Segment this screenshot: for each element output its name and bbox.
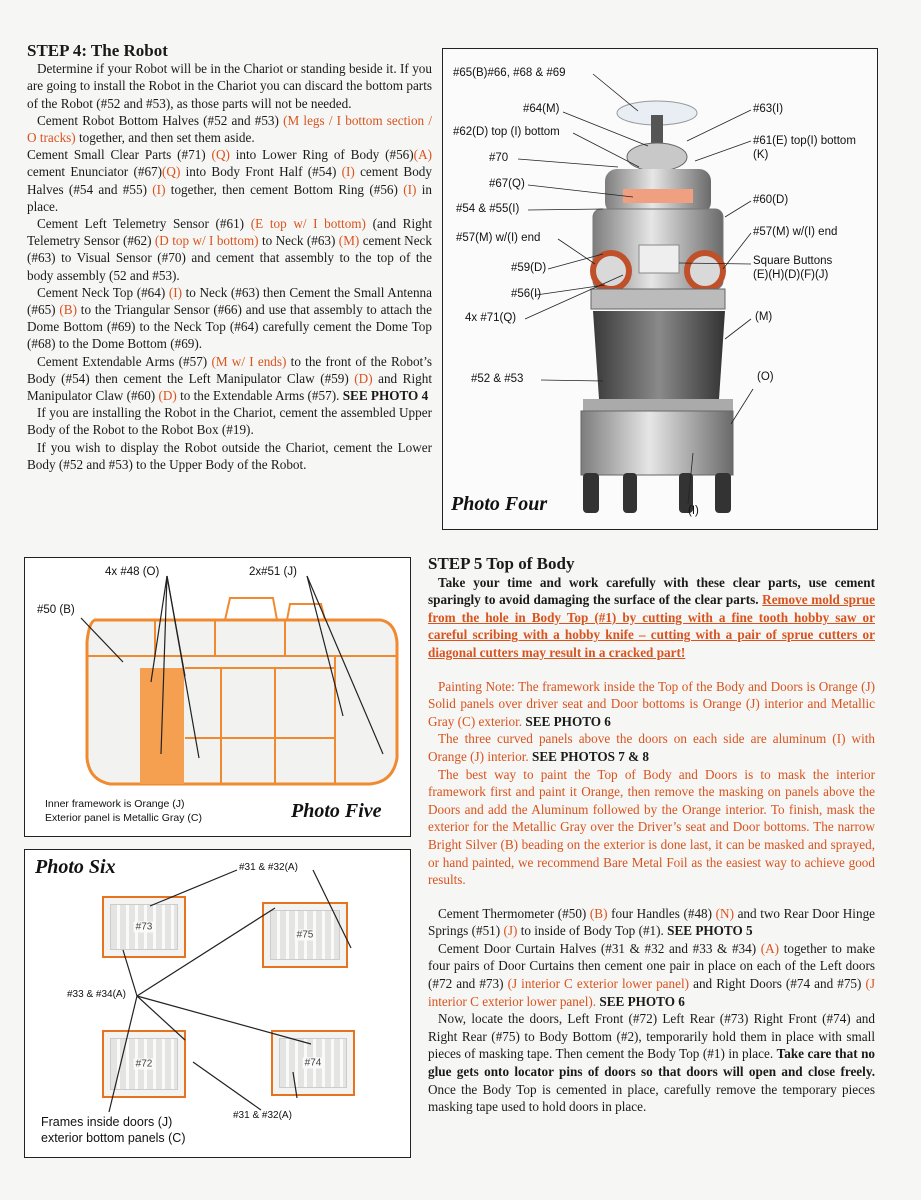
door-part: #75: [262, 902, 348, 968]
photo4-label: #65(B)#66, #68 & #69: [453, 67, 566, 79]
photo6-label: #33 & #34(A): [67, 989, 126, 1000]
step4-section: [27, 42, 432, 473]
step4-p4: Cement Left Telemetry Sensor (#61) (E top w/ I bottom) (and Right Telemetry Sensor (#62) (D top w/ I bottom) to Neck (#63) (M) cement Neck (#63) to Visual Sensor (#70) and cement that assembly to the top of the body assembly (52 and #53).: [27, 216, 432, 283]
photo4-label: (E)(H)(D)(F)(J): [753, 269, 829, 281]
photo5-label: 2x#51 (J): [249, 566, 297, 578]
photo4-label: #70: [489, 152, 509, 164]
photo5-caption: Photo Five: [291, 800, 382, 822]
door-part: #74: [271, 1030, 355, 1096]
photo4-label: #57(M) w/(I) end: [456, 232, 541, 244]
photo4-label: Square Buttons: [753, 255, 833, 267]
painting-note-2: The three curved panels above the doors on each side are aluminum (I) with Orange (J) interior. SEE PHOTOS 7 & 8: [428, 731, 875, 764]
photo6-leader-lines: [25, 850, 410, 1157]
photo5-note: Inner framework is Orange (J): [45, 798, 185, 810]
step5-intro: Take your time and work carefully with these clear parts, use cement sparingly to avoid damaging the surface of the clear parts. Remove mold sprue from the hole in Body Top (#1) by cutting with a fine tooth hobby saw or careful scribing with a hobby knife – cutting with a pair of sprue cutters or diagonal cutters may result in a cracked part!: [428, 574, 875, 660]
photo6-note: exterior bottom panels (C): [41, 1131, 186, 1145]
robot-illustration: [443, 49, 877, 529]
painting-note-1: Painting Note: The framework inside the Top of the Body and Doors is Orange (J) Solid panels over driver seat and Door bottoms is Orange (J) interior and Metallic Gray (C) exterior. SEE PHOTO 6: [428, 678, 875, 729]
photo4-label: 4x #71(Q): [465, 312, 517, 324]
door-part: #72: [102, 1030, 186, 1098]
step5-c2: Cement Door Curtain Halves (#31 & #32 and #33 & #34) (A) together to make four pairs of Door Curtains then cement one pair in place on each of the Left doors (#72 and #73) (J interior C exterior lower panel) and Right Doors (#74 and #75) (J interior C exterior lower panel). SEE PHOTO 6: [428, 940, 876, 1009]
photo4-label: (I): [688, 505, 699, 517]
photo-four: [442, 48, 878, 530]
photo6-label: #31 & #32(A): [239, 862, 298, 873]
step5-c1: Cement Thermometer (#50) (B) four Handles (#48) (N) and two Rear Door Hinge Springs (#51) (J) to inside of Body Top (#1). SEE PHOTO 5: [428, 905, 876, 939]
photo-six: [24, 849, 411, 1158]
step4-p5: Cement Neck Top (#64) (I) to Neck (#63) then Cement the Small Antenna (#65) (B) to the Triangular Sensor (#66) and use that assembly to attach the Dome Bottom (#69) to the Neck Top (#64) carefully cement the Dome Top (#68) to the Dome Bottom (#69).: [27, 284, 432, 352]
photo4-label: (M): [755, 311, 773, 323]
photo4-label: #63(I): [753, 103, 784, 115]
body-top-illustration: [25, 558, 410, 836]
painting-note-3: The best way to paint the Top of Body and Doors is to mask the interior framework first and paint it Orange, then remove the masking on panels above the Doors and add the Aluminum followed by the Orange interior. To finish, mask the exterior for the Metallic Gray over the Driver’s seat and Door bottoms. The narrow Bright Silver (B) beading on the exterior is done last, it can be masked and sprayed, or hand painted, we recommend Bare Metal Foil as the easiest way to achieve good results.: [428, 766, 875, 888]
step4-title: STEP 4: The Robot: [27, 41, 168, 60]
step5-section: [428, 555, 875, 1116]
photo4-label: #62(D) top (I) bottom: [453, 126, 560, 138]
photo4-label: #59(D): [511, 262, 547, 274]
step4-p7: If you are installing the Robot in the Chariot, cement the assembled Upper Body of the Robot to the Robot Box (#19).: [27, 405, 432, 438]
photo4-label: #52 & #53: [471, 373, 524, 385]
door-part: #73: [102, 896, 186, 958]
photo4-label: (K): [753, 149, 769, 161]
photo4-label: #67(Q): [489, 178, 525, 190]
photo5-label: 4x #48 (O): [105, 566, 160, 578]
step4-p6: Cement Extendable Arms (#57) (M w/ I ends) to the front of the Robot’s Body (#54) then cement the Left Manipulator Claw (#59) (D) and Right Manipulator Claw (#60) (D) to the Extendable Arms (#57). SEE PHOTO 4: [27, 353, 432, 404]
step4-p2: Cement Robot Bottom Halves (#52 and #53) (M legs / I bottom section / O tracks) together, and then set them aside.: [27, 112, 432, 146]
photo6-label: #31 & #32(A): [233, 1110, 292, 1121]
step4-p1: Determine if your Robot will be in the Chariot or standing beside it. If you are going to install the Robot in the Chariot you can discard the bottom parts of the Robot (#52 and #53), as those parts will not be needed.: [27, 61, 432, 111]
photo4-label: #54 & #55(I): [456, 203, 520, 215]
photo6-note: Frames inside doors (J): [41, 1115, 173, 1129]
photo4-label: #64(M): [523, 103, 560, 115]
step5-c3: Now, locate the doors, Left Front (#72) Left Rear (#73) Right Front (#74) and Right Rear (#75) to Body Bottom (#2), temporarily hold them in place with small pieces of masking tape. Then cement the Body Top (#1) in place. Take care that no glue gets onto locator pins of doors so that doors will open and close freely. Once the Body Top is cemented in place, carefully remove the temporary pieces masking tape used to hold doors in place.: [428, 1011, 876, 1115]
photo6-caption: Photo Six: [35, 856, 116, 878]
step4-p8: If you wish to display the Robot outside the Chariot, cement the Lower Body (#52 and #53) to the Upper Body of the Robot.: [27, 439, 432, 472]
photo4-label: #61(E) top(I) bottom: [753, 135, 856, 147]
photo5-note: Exterior panel is Metallic Gray (C): [45, 812, 202, 824]
photo4-label: #56(I): [511, 288, 542, 300]
photo4-label: #57(M) w/(I) end: [753, 226, 838, 238]
photo4-label: (O): [757, 371, 774, 383]
photo5-label: #50 (B): [37, 604, 75, 616]
photo4-label: #60(D): [753, 194, 789, 206]
step4-p3: Cement Small Clear Parts (#71) (Q) into Lower Ring of Body (#56)(A) cement Enunciator (#67)(Q) into Body Front Half (#54) (I) cement Body Halves (#54 and #55) (I) together, then cement Bottom Ring (#56) (I) in place.: [27, 147, 432, 214]
photo-five: [24, 557, 411, 837]
step5-title: STEP 5 Top of Body: [428, 554, 575, 573]
photo4-caption: Photo Four: [451, 493, 548, 515]
